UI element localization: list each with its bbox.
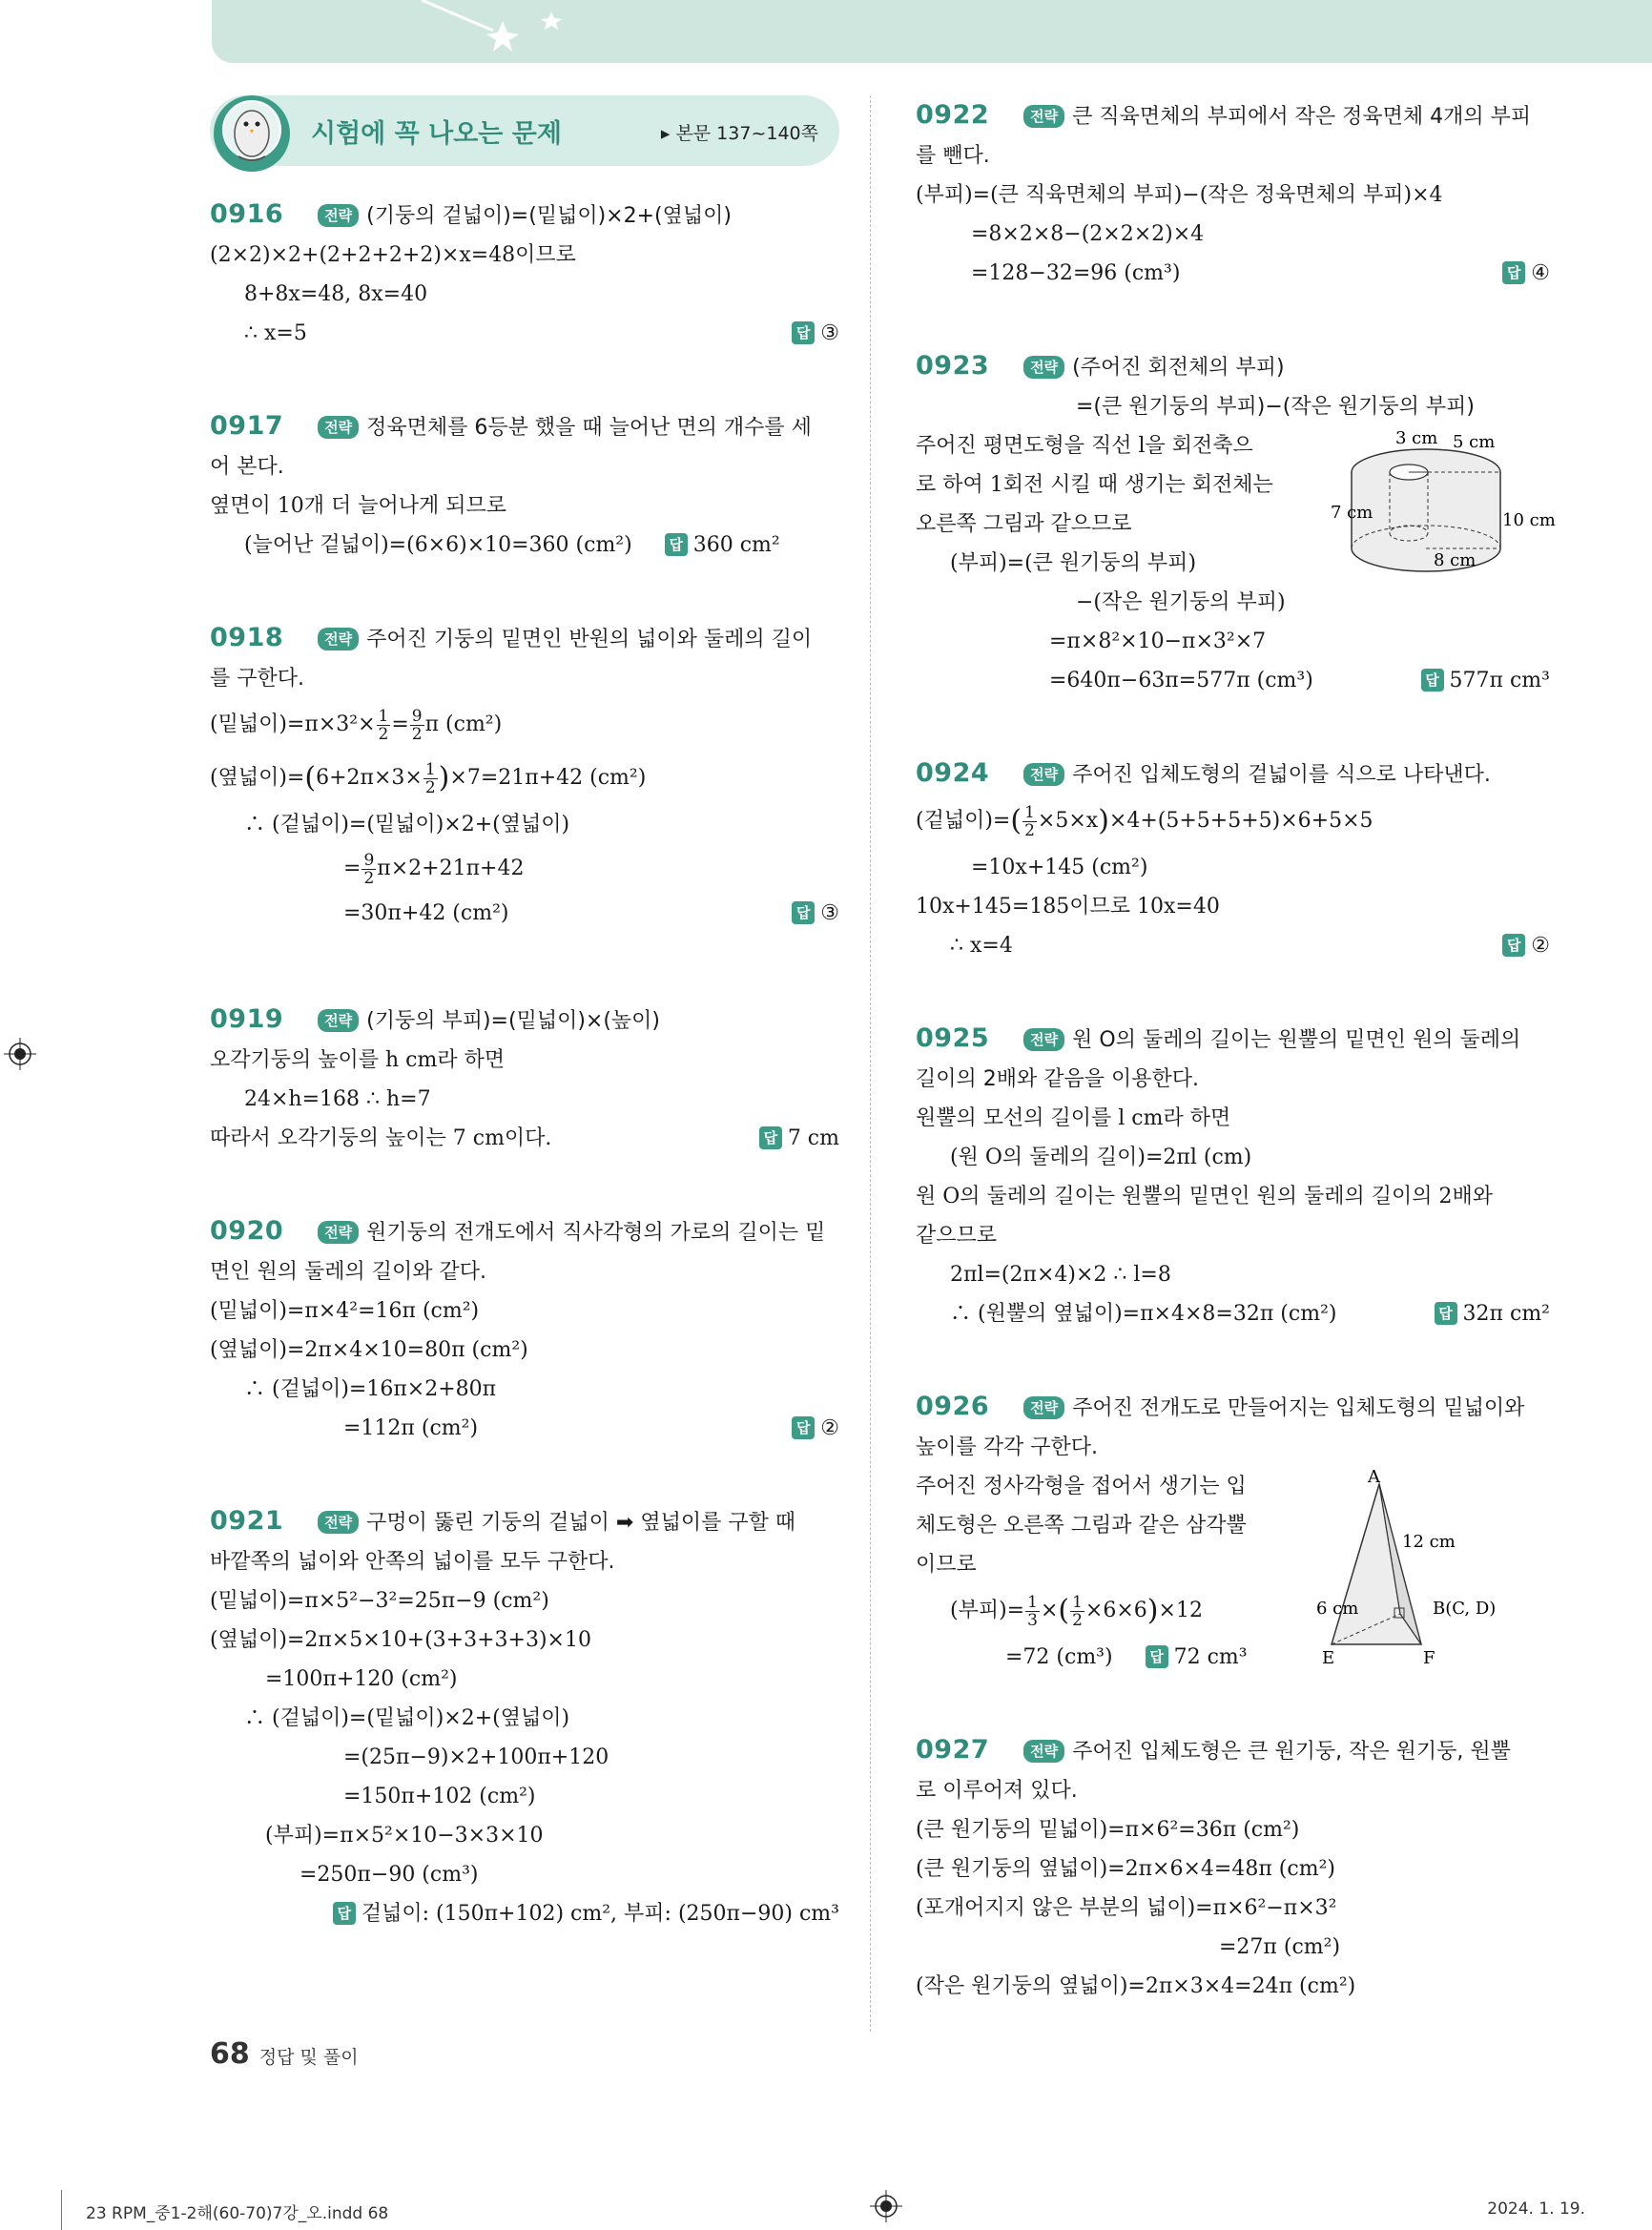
solution-line: 주어진 정사각형을 접어서 생기는 입	[916, 1475, 1247, 1498]
solution-line: =(25π−9)×2+100π+120	[343, 1745, 609, 1769]
solution-text: (늘어난 겉넓이)=(6×6)×10=360 (cm²)	[244, 533, 632, 557]
strategy-badge: 전략	[1023, 105, 1064, 128]
answer-value: 7 cm	[787, 1126, 839, 1150]
page-number: 68	[210, 2037, 250, 2071]
strategy-text: 원 O의 둘레의 길이는 원뿔의 밑면인 원의 둘레의	[1072, 1028, 1521, 1052]
answer	[210, 1894, 839, 1933]
height-small-label: 7 cm	[1331, 503, 1373, 523]
height-big-label: 10 cm	[1502, 510, 1556, 530]
solution-line: =8×2×8−(2×2×2)×4	[971, 222, 1205, 246]
solution-text: ×7=21π+42 (cm²)	[449, 766, 647, 790]
solution-line: (부피)=(큰 원기둥의 부피)	[950, 551, 1197, 575]
top-band	[212, 0, 1652, 63]
fraction	[361, 852, 376, 887]
solution-line	[916, 926, 1550, 965]
answer	[1502, 926, 1550, 965]
right-column	[916, 95, 1556, 2059]
star-decoration-icon	[364, 0, 650, 63]
problem-number: 0920	[210, 1216, 284, 1246]
denominator: 2	[363, 868, 375, 888]
solution-text: =	[391, 712, 409, 736]
fraction	[1025, 1594, 1040, 1629]
strategy-text: 큰 직육면체의 부피에서 작은 정육면체 4개의 부피	[1072, 105, 1532, 129]
problem-0916	[210, 195, 839, 353]
answer-value: ③	[820, 321, 839, 345]
solution-line: (옆넓이)=(6+2π×3× $\frac{1}{2}$ )×7=21π+42 (cm²)	[210, 759, 647, 797]
strategy-text: 주어진 전개도로 만들어지는 입체도형의 밑넓이와	[1072, 1396, 1525, 1420]
page-reference-text: 본문 137~140쪽	[675, 123, 818, 144]
fraction	[1070, 1594, 1084, 1629]
solution-line: (옆넓이)=2π×5×10+(3+3+3+3)×10	[210, 1628, 591, 1652]
solution-text: ×4+(5+5+5+5)×6+5×5	[1108, 809, 1373, 833]
problem-number: 0922	[916, 100, 990, 130]
side-length-label: 6 cm	[1316, 1599, 1359, 1619]
page-label: 정답 및 풀이	[258, 2047, 359, 2068]
answer-value: 32π cm²	[1462, 1302, 1550, 1326]
solution-line: 같으므로	[916, 1224, 998, 1248]
radius-small-label: 3 cm	[1395, 428, 1438, 448]
solution-line: 체도형은 오른쪽 그림과 같은 삼각뿔	[916, 1514, 1247, 1538]
fraction	[1022, 804, 1037, 839]
answer-value: 577π cm³	[1449, 669, 1550, 692]
numerator: 1	[1072, 1592, 1083, 1612]
page-reference: ▸ 본문 137~140쪽	[660, 123, 818, 144]
answer-badge: 답	[792, 321, 815, 344]
strategy-text: 원기둥의 전개도에서 직사각형의 가로의 길이는 밑	[366, 1221, 826, 1245]
fraction	[423, 761, 438, 796]
problem-number: 0919	[210, 1004, 284, 1034]
solution-text: (겉넓이)=	[916, 809, 1011, 833]
solution-line: 2πl=(2π×4)×2 ∴ l=8	[950, 1263, 1171, 1287]
solution-text: π×2+21π+42	[377, 857, 525, 880]
denominator: 2	[411, 724, 423, 744]
answer-badge: 답	[759, 1126, 782, 1149]
denominator: 3	[1027, 1610, 1038, 1630]
vertex-a-label: A	[1368, 1467, 1380, 1487]
solution-line: (겉넓이)=( $\frac{1}{2}$ ×5×x)×4+(5+5+5+5)×6+5×5	[916, 802, 1373, 840]
solution-text: =	[343, 857, 361, 880]
edge-length-label: 12 cm	[1402, 1532, 1456, 1552]
solution-line: 원뿔의 모선의 길이를 l cm라 하면	[916, 1106, 1231, 1130]
answer-value: ③	[820, 901, 839, 925]
solution-text: ×12	[1158, 1599, 1203, 1622]
fraction	[377, 708, 391, 743]
solution-text: 따라서 오각기둥의 높이는 7 cm이다.	[210, 1126, 552, 1150]
solution-text: ∴ x=4	[950, 934, 1013, 958]
strategy-continuation: =(큰 원기둥의 부피)−(작은 원기둥의 부피)	[1076, 395, 1475, 419]
problem-0919	[210, 1000, 839, 1158]
solution-text: (밑넓이)=π×3²×	[210, 712, 376, 736]
strategy-continuation: 를 뺀다.	[916, 144, 990, 168]
problem-0917	[210, 406, 839, 565]
numerator: 1	[1024, 802, 1035, 822]
solution-line: (2×2)×2+(2+2+2+2)×x=48이므로	[210, 243, 576, 267]
strategy-text: 주어진 입체도형의 겉넓이를 식으로 나타낸다.	[1072, 763, 1491, 787]
solution-line: 24×h=168 ∴ h=7	[244, 1087, 431, 1111]
solution-line: ∴ (겉넓이)=(밑넓이)×2+(옆넓이)	[244, 813, 570, 836]
problem-number: 0926	[916, 1392, 990, 1421]
solution-text: ∴ (원뿔의 옆넓이)=π×4×8=32π (cm²)	[950, 1302, 1337, 1326]
vertex-e-label: E	[1322, 1648, 1335, 1668]
strategy-badge: 전략	[318, 204, 359, 227]
problem-number: 0916	[210, 199, 284, 229]
answer	[1421, 661, 1550, 700]
answer-badge: 답	[792, 901, 815, 924]
section-title: 시험에 꼭 나오는 문제	[311, 119, 562, 149]
strategy-badge: 전략	[1023, 1740, 1064, 1763]
solution-text: ×	[1040, 1599, 1059, 1622]
answer	[1502, 254, 1550, 293]
answer-badge: 답	[1421, 669, 1444, 692]
answer-badge: 답	[1146, 1645, 1168, 1668]
strategy-text: 정육면체를 6등분 했을 때 늘어난 면의 개수를 세	[366, 416, 812, 440]
solution-line: 이므로	[916, 1553, 977, 1577]
strategy-continuation: 로 이루어져 있다.	[916, 1779, 1078, 1803]
answer	[792, 894, 839, 933]
registration-mark-icon	[870, 2190, 902, 2222]
solution-line: (밑넓이)=π×5²−3²=25π−9 (cm²)	[210, 1589, 549, 1613]
solution-text: (부피)=	[950, 1599, 1025, 1622]
solution-line	[210, 314, 839, 353]
vertex-f-label: F	[1423, 1648, 1435, 1668]
answer	[759, 1119, 839, 1158]
denominator: 2	[424, 777, 436, 797]
problem-0922	[916, 95, 1550, 293]
answer	[1435, 1294, 1550, 1333]
denominator: 2	[1072, 1610, 1083, 1630]
problem-0921	[210, 1501, 839, 1933]
answer-badge: 답	[1502, 934, 1525, 957]
solution-line: =100π+120 (cm²)	[265, 1667, 458, 1691]
solution-text: =128−32=96 (cm³)	[971, 261, 1181, 285]
strategy-badge: 전략	[318, 416, 359, 439]
strategy-badge: 전략	[1023, 1396, 1064, 1419]
solution-line: 원 O의 둘레의 길이는 원뿔의 밑면인 원의 둘레의 길이의 2배와	[916, 1185, 1494, 1208]
solution-line: (원 O의 둘레의 길이)=2πl (cm)	[950, 1146, 1252, 1169]
radius-big-label: 8 cm	[1434, 550, 1476, 570]
problem-number: 0918	[210, 623, 284, 652]
numerator: 1	[378, 706, 389, 726]
solution-text: =640π−63π=577π (cm³)	[1049, 669, 1313, 692]
solution-text: π (cm²)	[424, 712, 503, 736]
strategy-text: 주어진 기둥의 밑면인 반원의 넓이와 둘레의 길이	[366, 628, 813, 651]
answer	[665, 533, 780, 557]
problem-0925	[916, 1019, 1550, 1333]
file-name: 23 RPM_중1-2해(60-70)7강_오.indd 68	[86, 2204, 389, 2223]
solution-line: =10x+145 (cm²)	[971, 856, 1148, 879]
strategy-text: 주어진 입체도형은 큰 원기둥, 작은 원기둥, 원뿔	[1072, 1740, 1511, 1764]
answer-badge: 답	[792, 1416, 815, 1439]
solution-line	[916, 1294, 1550, 1333]
vertex-b-label: B(C, D)	[1433, 1599, 1497, 1619]
section-header	[210, 95, 839, 166]
solution-line	[210, 698, 839, 752]
strategy-badge: 전략	[1023, 356, 1064, 379]
solution-line: 10x+145=185이므로 10x=40	[916, 895, 1220, 919]
answer-value: ②	[1531, 934, 1550, 958]
answer-badge: 답	[333, 1902, 356, 1925]
answer-value: 360 cm²	[692, 533, 780, 557]
solution-line	[916, 254, 1550, 293]
denominator: 2	[378, 724, 389, 744]
answer-badge: 답	[1435, 1302, 1457, 1325]
solution-line: ∴ (겉넓이)=(밑넓이)×2+(옆넓이)	[244, 1706, 570, 1730]
problem-number: 0927	[916, 1735, 990, 1765]
strategy-continuation: 어 본다.	[210, 455, 284, 479]
solution-text: (옆넓이)=	[210, 766, 305, 790]
solution-line: 로 하여 1회전 시킬 때 생기는 회전체는	[916, 473, 1273, 497]
solution-line: (큰 원기둥의 옆넓이)=2π×6×4=48π (cm²)	[916, 1857, 1335, 1881]
denominator: 2	[1024, 820, 1035, 840]
strategy-badge: 전략	[318, 1221, 359, 1244]
solution-line	[210, 1409, 839, 1448]
numerator: 9	[363, 850, 375, 870]
solution-line: 오른쪽 그림과 같으므로	[916, 512, 1132, 536]
solution-line: =150π+102 (cm²)	[343, 1785, 536, 1808]
strategy-badge: 전략	[1023, 1028, 1064, 1051]
numerator: 9	[411, 706, 423, 726]
solution-line: (큰 원기둥의 밑넓이)=π×6²=36π (cm²)	[916, 1818, 1300, 1842]
problem-number: 0925	[916, 1023, 990, 1053]
solution-line: 옆면이 10개 더 늘어나게 되므로	[210, 494, 506, 518]
problem-number: 0924	[916, 758, 990, 788]
problem-0923	[916, 346, 1556, 700]
solution-line: =27π (cm²)	[1219, 1935, 1341, 1959]
answer	[792, 314, 839, 353]
penguin-mascot-icon	[212, 88, 292, 174]
numerator: 1	[1027, 1592, 1038, 1612]
solution-text: =30π+42 (cm²)	[343, 901, 509, 925]
gap-label: 5 cm	[1453, 432, 1496, 452]
solution-text: 6+2π×3×	[316, 766, 423, 790]
strategy-text: (기둥의 겉넓이)=(밑넓이)×2+(옆넓이)	[366, 204, 732, 228]
solution-line: =π×8²×10−π×3²×7	[1049, 630, 1267, 653]
answer-badge: 답	[665, 533, 688, 556]
solution-line: 주어진 평면도형을 직선 l을 회전축으	[916, 434, 1253, 458]
problem-0920	[210, 1211, 839, 1448]
solution-line: (부피)= $\frac{1}{3}$ ×( $\frac{1}{2}$ ×6×6)×12	[950, 1592, 1203, 1630]
strategy-badge: 전략	[318, 1009, 359, 1032]
answer-value: ④	[1531, 261, 1550, 285]
fraction	[410, 708, 424, 743]
answer	[1146, 1645, 1248, 1669]
answer-value: ②	[820, 1416, 839, 1440]
strategy-text: 구멍이 뚫린 기둥의 겉넓이 ➡ 옆넓이를 구할 때	[366, 1511, 796, 1535]
solution-text: =72 (cm³)	[1005, 1645, 1113, 1669]
strategy-text: (주어진 회전체의 부피)	[1072, 356, 1285, 380]
strategy-continuation: 바깥쪽의 넓이와 안쪽의 넓이를 모두 구한다.	[210, 1550, 615, 1574]
problem-0924	[916, 754, 1550, 965]
strategy-continuation: 를 구한다.	[210, 667, 304, 691]
solution-text: ×6×6	[1084, 1599, 1147, 1622]
page-footer	[210, 2037, 359, 2071]
solution-line	[210, 894, 839, 933]
problem-number: 0921	[210, 1506, 284, 1536]
solution-line: =250π−90 (cm³)	[299, 1863, 479, 1887]
solution-text: =112π (cm²)	[343, 1416, 479, 1440]
solution-line: (포개어지지 않은 부분의 넓이)=π×6²−π×3²	[916, 1896, 1337, 1920]
problem-0927	[916, 1730, 1550, 2006]
answer-value: 72 cm³	[1173, 1645, 1248, 1669]
solution-line: (옆넓이)=2π×4×10=80π (cm²)	[210, 1338, 528, 1362]
solution-text: ×5×x	[1037, 809, 1099, 833]
answer-value: 겉넓이: (150π+102) cm², 부피: (250π−90) cm³	[361, 1902, 839, 1926]
strategy-badge: 전략	[1023, 763, 1064, 786]
crop-mark	[61, 2190, 62, 2230]
solution-line: (밑넓이)=π×4²=16π (cm²)	[210, 1299, 480, 1323]
problem-number: 0923	[916, 351, 990, 381]
print-date: 2024. 1. 19.	[1487, 2199, 1585, 2219]
strategy-badge: 전략	[318, 1511, 359, 1534]
problem-0918	[210, 618, 839, 933]
strategy-continuation: 높이를 각각 구한다.	[916, 1435, 1098, 1459]
solution-line: (작은 원기둥의 옆넓이)=2π×3×4=24π (cm²)	[916, 1974, 1356, 1998]
column-divider	[870, 95, 871, 2032]
solution-line	[916, 661, 1550, 700]
solution-line	[210, 526, 839, 565]
solution-text: ∴ x=5	[244, 321, 307, 345]
solution-line: −(작은 원기둥의 부피)	[1076, 590, 1286, 614]
problem-number: 0917	[210, 411, 284, 441]
problem-0926	[916, 1387, 1550, 1677]
strategy-badge: 전략	[318, 628, 359, 650]
solution-line: ∴ (겉넓이)=16π×2+80π	[244, 1377, 497, 1401]
solution-line: (부피)=(큰 직육면체의 부피)−(작은 정육면체의 부피)×4	[916, 183, 1443, 207]
left-column	[210, 95, 839, 1987]
solution-line: (부피)=π×5²×10−3×3×10	[265, 1824, 544, 1848]
strategy-continuation: 면인 원의 둘레의 길이와 같다.	[210, 1260, 486, 1284]
solution-line	[210, 1119, 839, 1158]
answer-badge: 답	[1502, 261, 1525, 284]
solution-line: 8+8x=48, 8x=40	[244, 282, 428, 306]
registration-mark-icon	[4, 1038, 36, 1070]
numerator: 1	[424, 759, 436, 779]
strategy-text: (기둥의 부피)=(밑넓이)×(높이)	[366, 1009, 661, 1033]
answer	[792, 1409, 839, 1448]
triangular-pyramid-figure	[1316, 1467, 1550, 1681]
solution-line	[210, 844, 839, 894]
strategy-continuation: 길이의 2배와 같음을 이용한다.	[916, 1067, 1199, 1091]
cylinder-figure	[1331, 426, 1556, 598]
solution-line: 오각기둥의 높이를 h cm라 하면	[210, 1048, 506, 1072]
